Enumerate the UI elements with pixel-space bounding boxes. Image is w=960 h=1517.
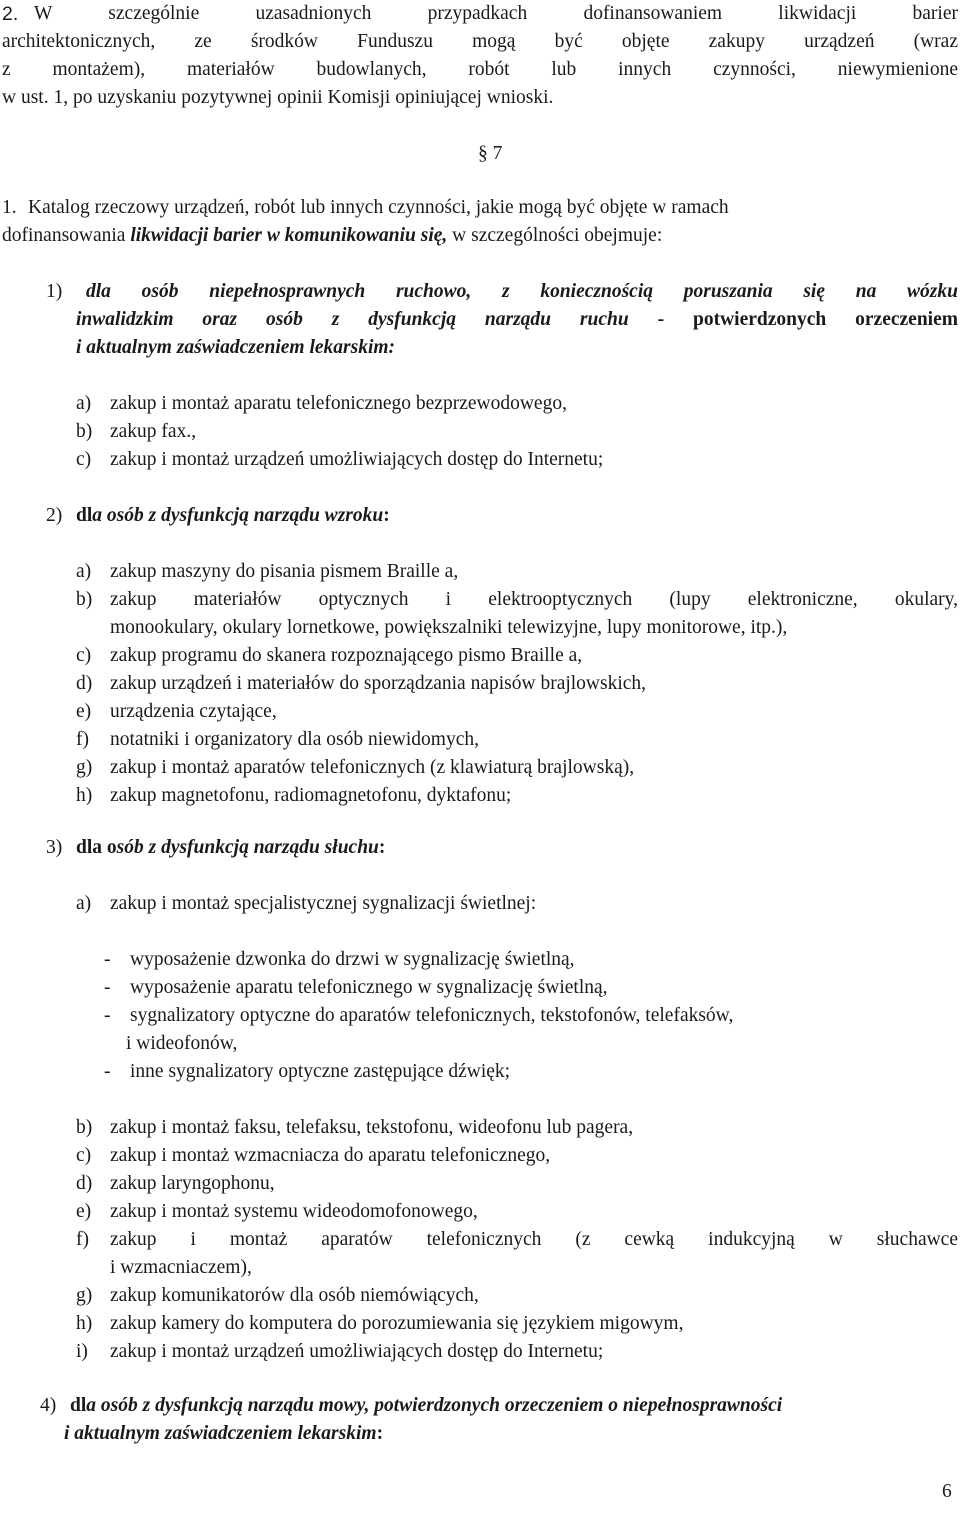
- list-item: zakup urządzeń i materiałów do sporządzania napisów brajlowskich,: [110, 673, 647, 694]
- list-number: 1): [46, 281, 63, 302]
- list-item: zakup i montaż faksu, telefaksu, tekstofonu, wideofonu lub pagera,: [110, 1117, 634, 1138]
- list-item: zakup i montaż aparatów telefonicznych (z klawiaturą brajlowską),: [110, 757, 635, 778]
- list-item-label: h): [76, 785, 93, 806]
- list-item-label: c): [76, 645, 92, 666]
- list-item-continuation: monookulary, okulary lornetkowe, powiększalniki telewizyjne, lupy monitorowe, itp.),: [110, 617, 788, 638]
- group-heading-line: dla osób niepełnosprawnych ruchowo, z koniecznością poruszania się na wózku: [86, 281, 958, 302]
- paragraph-line: z montażem), materiałów budowlanych, robót lub innych czynności, niewymienione: [2, 59, 958, 80]
- paragraph-line: w ust. 1, po uzyskaniu pozytywnej opinii Komisji opiniującej wnioski.: [2, 87, 554, 108]
- list-item-label: e): [76, 1201, 92, 1222]
- paragraph-line: Katalog rzeczowy urządzeń, robót lub innych czynności, jakie mogą być objęte w ramach: [28, 197, 729, 218]
- list-item-label: h): [76, 1313, 93, 1334]
- group-heading-line: dla osób z dysfunkcją narządu mowy, potwierdzonych orzeczeniem o niepełnosprawności: [70, 1395, 783, 1416]
- list-item-label: a): [76, 561, 92, 582]
- list-item-label: f): [76, 729, 89, 750]
- list-item: zakup i montaż systemu wideodomofonowego,: [110, 1201, 478, 1222]
- list-item-label: g): [76, 1285, 93, 1306]
- paragraph-number: 2.: [2, 3, 19, 25]
- list-item-label: a): [76, 893, 92, 914]
- list-item: zakup i montaż aparatów telefonicznych (z cewką indukcyjną w słuchawce: [110, 1229, 958, 1250]
- list-item: zakup magnetofonu, radiomagnetofonu, dyktafonu;: [110, 785, 512, 806]
- list-item-label: a): [76, 393, 92, 414]
- list-item-label: d): [76, 1173, 93, 1194]
- list-item-continuation: i wzmacniaczem),: [110, 1257, 252, 1278]
- list-item: zakup i montaż specjalistycznej sygnalizacji świetlnej:: [110, 893, 537, 914]
- dash-bullet: -: [104, 1005, 111, 1026]
- list-item: zakup i montaż wzmacniacza do aparatu telefonicznego,: [110, 1145, 551, 1166]
- list-item-label: b): [76, 589, 93, 610]
- list-item-label: c): [76, 449, 92, 470]
- section-heading: [478, 140, 502, 168]
- dash-item: inne sygnalizatory optyczne zastępujące dźwięk;: [130, 1061, 511, 1082]
- group-heading-line: inwalidzkim oraz osób z dysfunkcją narządu ruchu - potwierdzonych orzeczeniem: [76, 309, 958, 330]
- dash-bullet: -: [104, 949, 111, 970]
- dash-item: sygnalizatory optyczne do aparatów telefonicznych, tekstofonów, telefaksów,: [130, 1005, 734, 1026]
- section-number: 7: [492, 143, 503, 164]
- list-number: 2): [46, 505, 63, 526]
- group-heading-line: i aktualnym zaświadczeniem lekarskim:: [64, 1423, 384, 1444]
- list-item-label: b): [76, 1117, 93, 1138]
- paragraph-line: architektonicznych, ze środków Funduszu mogą być objęte zakupy urządzeń (wraz: [2, 31, 958, 52]
- list-item: zakup fax.,: [110, 421, 197, 442]
- dash-item: wyposażenie aparatu telefonicznego w sygnalizację świetlną,: [130, 977, 608, 998]
- list-item: urządzenia czytające,: [110, 701, 277, 722]
- list-number: 4): [40, 1395, 57, 1416]
- list-item: zakup programu do skanera rozpoznającego pismo Braille a,: [110, 645, 583, 666]
- emphasis-text: likwidacji barier w komunikowaniu się,: [130, 225, 448, 246]
- list-item-label: g): [76, 757, 93, 778]
- dash-item: wyposażenie dzwonka do drzwi w sygnalizację świetlną,: [130, 949, 575, 970]
- list-item: notatniki i organizatory dla osób niewidomych,: [110, 729, 479, 750]
- list-item: zakup i montaż urządzeń umożliwiających dostęp do Internetu;: [110, 449, 604, 470]
- list-number: 3): [46, 837, 63, 858]
- group-heading-line: dla osób z dysfunkcją narządu słuchu:: [76, 837, 386, 858]
- list-item-label: e): [76, 701, 92, 722]
- list-item-label: f): [76, 1229, 89, 1250]
- dash-bullet: -: [104, 1061, 111, 1082]
- list-item: zakup kamery do komputera do porozumiewania się językiem migowym,: [110, 1313, 684, 1334]
- list-item: zakup laryngophonu,: [110, 1173, 275, 1194]
- group-heading-line: i aktualnym zaświadczeniem lekarskim:: [76, 337, 396, 358]
- dash-bullet: -: [104, 977, 111, 998]
- list-item-label: b): [76, 421, 93, 442]
- paragraph-number: 1.: [2, 197, 17, 218]
- list-item: zakup maszyny do pisania pismem Braille a,: [110, 561, 459, 582]
- list-item-label: c): [76, 1145, 92, 1166]
- list-item-label: i): [76, 1341, 88, 1362]
- list-item: zakup i montaż aparatu telefonicznego bezprzewodowego,: [110, 393, 567, 414]
- paragraph-line: W szczególnie uzasadnionych przypadkach dofinansowaniem likwidacji barier: [34, 3, 958, 24]
- page-number: 6: [942, 1481, 952, 1502]
- list-item: zakup i montaż urządzeń umożliwiających dostęp do Internetu;: [110, 1341, 604, 1362]
- list-item-label: d): [76, 673, 93, 694]
- list-item: zakup materiałów optycznych i elektrooptycznych (lupy elektroniczne, okulary,: [110, 589, 958, 610]
- dash-item-continuation: i wideofonów,: [126, 1033, 238, 1054]
- section-sign: §: [478, 143, 488, 164]
- group-heading-line: dla osób z dysfunkcją narządu wzroku:: [76, 505, 390, 526]
- paragraph-line: dofinansowania likwidacji barier w komunikowaniu się, w szczególności obejmuje:: [2, 225, 663, 246]
- list-item: zakup komunikatorów dla osób niemówiących,: [110, 1285, 479, 1306]
